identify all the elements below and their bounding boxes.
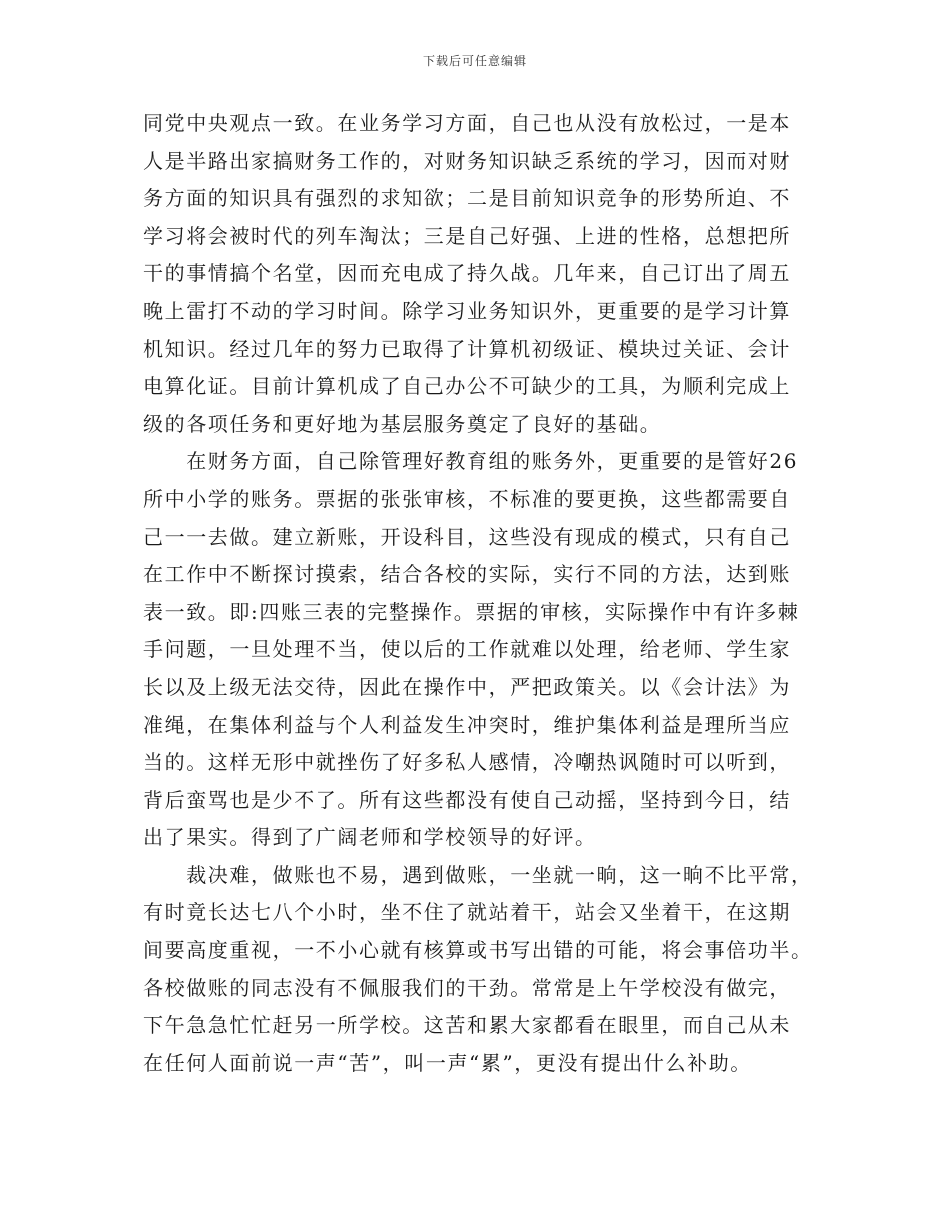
text-line: 同党中央观点一致。在业务学习方面，自己也从没有放松过，一是本 bbox=[143, 111, 791, 135]
text-line: 有时竟长达七八个小时，坐不住了就站着干，站会又坐着干，在这期 bbox=[143, 900, 791, 925]
text-line: 出了果实。得到了广阔老师和学校领导的好评。 bbox=[143, 825, 597, 850]
text-line: 长以及上级无法交待，因此在操作中，严把政策关。以《会计法》为 bbox=[143, 674, 791, 699]
text-line: 晚上雷打不动的学习时间。除学习业务知识外，更重要的是学习计算 bbox=[143, 298, 791, 323]
text-line: 所中小学的账务。票据的张张审核，不标准的要更换，这些都需要自 bbox=[143, 486, 791, 511]
text-line: 当的。这样无形中就挫伤了好多私人感情，冷嘲热讽随时可以听到， bbox=[143, 750, 791, 775]
paragraph-finance bbox=[143, 443, 811, 857]
text-line: 间要高度重视，一不小心就有核算或书写出错的可能，将会事倍功半。 bbox=[143, 938, 813, 963]
document-body bbox=[143, 105, 811, 1082]
text-line: 手问题，一旦处理不当，使以后的工作就难以处理，给老师、学生家 bbox=[143, 637, 791, 662]
text-line: 在财务方面，自己除管理好教育组的账务外，更重要的是管好26 bbox=[143, 449, 799, 474]
text-line: 己一一去做。建立新账，开设科目，这些没有现成的模式，只有自己 bbox=[143, 524, 791, 549]
text-line: 级的各项任务和更好地为基层服务奠定了良好的基础。 bbox=[143, 411, 662, 436]
page-header: 下载后可任意编辑 bbox=[422, 54, 527, 68]
text-line: 背后蛮骂也是少不了。所有这些都没有使自己动摇，坚持到今日，结 bbox=[143, 787, 791, 812]
text-line: 下午急急忙忙赶另一所学校。这苦和累大家都看在眼里，而自己从未 bbox=[143, 1013, 791, 1038]
text-line: 裁决难，做账也不易，遇到做账，一坐就一晌，这一晌不比平常， bbox=[143, 862, 813, 887]
text-line: 务方面的知识具有强烈的求知欲；二是目前知识竞争的形势所迫、不 bbox=[143, 186, 791, 211]
paragraph-study bbox=[143, 105, 811, 443]
text-line: 干的事情搞个名堂，因而充电成了持久战。几年来，自己订出了周五 bbox=[143, 261, 791, 286]
text-line: 机知识。经过几年的努力已取得了计算机初级证、模块过关证、会计 bbox=[143, 336, 791, 361]
paragraph-bookkeeping bbox=[143, 857, 811, 1083]
text-line: 在工作中不断探讨摸索，结合各校的实际，实行不同的方法，达到账 bbox=[143, 562, 791, 587]
text-line: 在任何人面前说一声“苦”，叫一声“累”，更没有提出什么补助。 bbox=[143, 1050, 752, 1075]
text-line: 各校做账的同志没有不佩服我们的干劲。常常是上午学校没有做完， bbox=[143, 975, 791, 1000]
text-line: 学习将会被时代的列车淘汰；三是自己好强、上进的性格，总想把所 bbox=[143, 223, 791, 248]
text-line: 电算化证。目前计算机成了自己办公不可缺少的工具，为顺利完成上 bbox=[143, 374, 791, 399]
text-line: 人是半路出家搞财务工作的，对财务知识缺乏系统的学习，因而对财 bbox=[143, 148, 791, 173]
text-line: 准绳，在集体利益与个人利益发生冲突时，维护集体利益是理所当应 bbox=[143, 712, 791, 737]
text-line: 表一致。即:四账三表的完整操作。票据的审核，实际操作中有许多棘 bbox=[143, 599, 800, 624]
